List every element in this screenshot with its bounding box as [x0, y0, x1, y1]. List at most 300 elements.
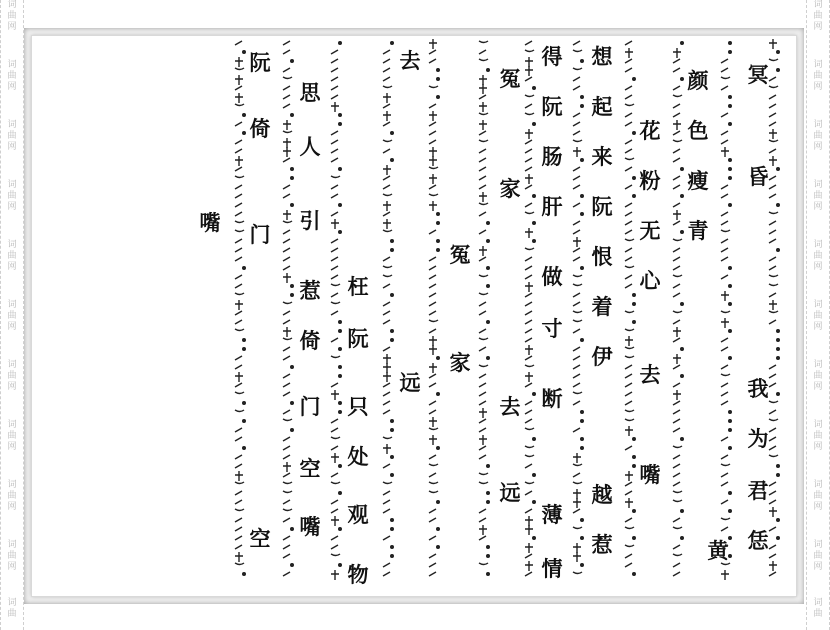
watermark-char: 网: [813, 22, 823, 32]
watermark-char: 曲: [7, 371, 17, 381]
notation-mark: [331, 570, 339, 580]
notation-dot: [532, 194, 536, 198]
notation-stroke: [429, 131, 436, 135]
lyric-char: 为: [747, 426, 769, 451]
watermark-char: 曲: [813, 11, 823, 21]
notation-stroke: [769, 230, 776, 234]
notation-curve: [525, 113, 534, 115]
lyric-char: 去: [399, 48, 421, 73]
notation-curve: [769, 284, 778, 286]
notation-dot: [728, 203, 732, 207]
notation-dot: [436, 221, 440, 225]
notation-stroke: [625, 185, 632, 189]
notation-stroke: [721, 437, 728, 441]
notation-dot: [338, 347, 342, 351]
notation-stroke: [721, 140, 728, 144]
notation-curve: [283, 302, 292, 304]
notation-mark: [429, 345, 437, 355]
notation-stroke: [625, 230, 632, 234]
notation-dot: [632, 455, 636, 459]
notation-stroke: [429, 185, 436, 189]
notation-stroke: [769, 149, 776, 153]
notation-stroke: [525, 311, 532, 315]
lyric-char: 断: [541, 386, 563, 411]
notation-curve: [331, 176, 340, 178]
notation-mark: [283, 327, 291, 337]
notation-stroke: [383, 572, 390, 576]
watermark-char: 网: [7, 22, 17, 32]
notation-stroke: [283, 347, 290, 351]
notation-stroke: [235, 356, 242, 360]
notation-curve: [769, 455, 778, 457]
notation-curve: [625, 527, 634, 529]
notation-stroke: [673, 320, 680, 324]
notation-strip: [477, 35, 491, 583]
notation-curve: [525, 482, 534, 484]
notation-curve: [525, 446, 534, 448]
watermark-char: 网: [7, 142, 17, 152]
notation-mark: [573, 237, 581, 247]
watermark-char: 词: [7, 0, 17, 10]
notation-stroke: [331, 257, 338, 261]
watermark-char: 网: [813, 502, 823, 512]
notation-stroke: [525, 158, 532, 162]
notation-mark: [235, 372, 243, 382]
notation-curve: [283, 491, 292, 493]
notation-dot: [580, 446, 584, 450]
lyric-char: 冤: [449, 242, 471, 267]
watermark-char: 词: [7, 360, 17, 370]
watermark-char: 曲: [7, 71, 17, 81]
notation-dot: [242, 572, 246, 576]
lyric-char: 门: [299, 394, 321, 419]
lyric-char: 思: [299, 80, 321, 105]
notation-mark: [573, 453, 581, 463]
notation-dot: [580, 563, 584, 567]
notation-mark: [479, 525, 487, 535]
notation-stroke: [769, 572, 776, 576]
notation-dot: [632, 509, 636, 513]
lyric-char: 引: [299, 208, 321, 233]
watermark-group: [809, 60, 827, 93]
notation-stroke: [673, 293, 680, 297]
notation-stroke: [721, 347, 728, 351]
notation-stroke: [283, 158, 290, 162]
notation-curve: [525, 455, 534, 457]
notation-stroke: [573, 248, 580, 252]
notation-stroke: [331, 68, 338, 72]
notation-curve: [673, 140, 682, 142]
notation-dot: [728, 266, 732, 270]
notation-dot: [390, 419, 394, 423]
notation-stroke: [673, 248, 680, 252]
notation-dot: [290, 527, 294, 531]
notation-dot: [390, 131, 394, 135]
notation-dot: [338, 410, 342, 414]
notation-stroke: [769, 221, 776, 225]
watermark-char: 网: [7, 202, 17, 212]
notation-stroke: [573, 383, 580, 387]
notation-stroke: [283, 185, 290, 189]
notation-curve: [769, 86, 778, 88]
notation-mark: [331, 516, 339, 526]
lyric-char: 倚: [299, 328, 321, 353]
notation-dot: [580, 410, 584, 414]
notation-stroke: [525, 401, 532, 405]
notation-mark: [479, 408, 487, 418]
notation-stroke: [673, 428, 680, 432]
notation-stroke: [625, 221, 632, 225]
notation-stroke: [235, 122, 242, 126]
notation-mark: [769, 129, 777, 139]
watermark-char: 网: [7, 262, 17, 272]
notation-stroke: [769, 527, 776, 531]
notation-stroke: [283, 311, 290, 315]
notation-stroke: [283, 104, 290, 108]
notation-dot: [242, 419, 246, 423]
notation-stroke: [479, 347, 486, 351]
notation-stroke: [479, 374, 486, 378]
notation-stroke: [479, 230, 486, 234]
notation-stroke: [383, 311, 390, 315]
notation-dot: [532, 437, 536, 441]
notation-dot: [290, 284, 294, 288]
notation-dot: [390, 527, 394, 531]
notation-curve: [235, 230, 244, 232]
notation-stroke: [429, 311, 436, 315]
notation-mark: [769, 507, 777, 517]
notation-stroke: [383, 50, 390, 54]
notation-mark: [383, 444, 391, 454]
watermark-char: 词: [813, 360, 823, 370]
notation-stroke: [383, 392, 390, 396]
notation-stroke: [429, 104, 436, 108]
notation-mark: [673, 48, 681, 58]
notation-stroke: [235, 203, 242, 207]
notation-dot: [632, 176, 636, 180]
notation-stroke: [383, 77, 390, 81]
notation-stroke: [479, 509, 486, 513]
notation-dot: [436, 95, 440, 99]
notation-strip: [571, 35, 585, 583]
notation-stroke: [625, 554, 632, 558]
notation-curve: [479, 473, 488, 475]
notation-stroke: [429, 401, 436, 405]
notation-curve: [625, 545, 634, 547]
notation-stroke: [331, 86, 338, 90]
notation-curve: [383, 140, 392, 142]
notation-mark: [525, 543, 533, 553]
notation-stroke: [429, 122, 436, 126]
notation-stroke: [479, 428, 486, 432]
notation-mark: [479, 84, 487, 94]
notation-stroke: [769, 257, 776, 261]
notation-dot: [338, 401, 342, 405]
notation-stroke: [625, 563, 632, 567]
notation-stroke: [573, 113, 580, 117]
notation-stroke: [769, 365, 776, 369]
notation-stroke: [479, 50, 486, 54]
lyric-column: [707, 43, 789, 593]
lyric-char: 枉: [347, 274, 369, 299]
notation-stroke: [573, 221, 580, 225]
notation-stroke: [383, 347, 390, 351]
notation-dot: [632, 437, 636, 441]
notation-dot: [680, 77, 684, 81]
notation-dot: [632, 293, 636, 297]
lyric-char: 黄: [707, 538, 729, 563]
notation-dot: [436, 392, 440, 396]
notation-stroke: [331, 248, 338, 252]
notation-stroke: [429, 50, 436, 54]
notation-stroke: [525, 203, 532, 207]
notation-curve: [721, 77, 730, 79]
notation-stroke: [429, 572, 436, 576]
notation-stroke: [721, 482, 728, 486]
notation-dot: [290, 563, 294, 567]
notation-stroke: [331, 131, 338, 135]
notation-strip: [427, 35, 441, 583]
notation-stroke: [573, 329, 580, 333]
notation-stroke: [383, 212, 390, 216]
notation-dot: [532, 473, 536, 477]
notation-curve: [283, 419, 292, 421]
notation-mark: [673, 354, 681, 364]
notation-stroke: [235, 275, 242, 279]
notation-dot: [728, 122, 732, 126]
notation-dot: [532, 392, 536, 396]
watermark-char: 词: [7, 540, 17, 550]
notation-dot: [728, 356, 732, 360]
watermark-char: 曲: [7, 431, 17, 441]
notation-dot: [486, 284, 490, 288]
notation-dot: [532, 500, 536, 504]
watermark-group: [3, 598, 21, 620]
notation-stroke: [235, 437, 242, 441]
lyric-char: 家: [449, 350, 471, 375]
notation-stroke: [235, 284, 242, 288]
notation-stroke: [673, 86, 680, 90]
notation-stroke: [331, 212, 338, 216]
notation-stroke: [573, 365, 580, 369]
notation-dot: [680, 437, 684, 441]
lyric-char: 越: [591, 482, 613, 507]
notation-dot: [242, 401, 246, 405]
watermark-char: 词: [7, 120, 17, 130]
notation-mark: [383, 363, 391, 373]
notation-mark: [235, 471, 243, 481]
notation-stroke: [235, 257, 242, 261]
watermark-group: [3, 120, 21, 153]
lyric-char: 处: [347, 444, 369, 469]
notation-dot: [580, 518, 584, 522]
notation-stroke: [283, 50, 290, 54]
notation-stroke: [429, 374, 436, 378]
watermark-char: 曲: [7, 251, 17, 261]
notation-stroke: [673, 158, 680, 162]
notation-curve: [283, 482, 292, 484]
notation-stroke: [235, 500, 242, 504]
notation-dot: [580, 158, 584, 162]
notation-mark: [235, 93, 243, 103]
notation-curve: [235, 329, 244, 331]
notation-stroke: [383, 257, 390, 261]
notation-stroke: [525, 77, 532, 81]
notation-curve: [769, 140, 778, 142]
notation-strip: [329, 35, 343, 583]
notation-stroke: [769, 482, 776, 486]
notation-stroke: [769, 500, 776, 504]
notation-stroke: [331, 95, 338, 99]
notation-dot: [728, 41, 732, 45]
notation-dot: [680, 347, 684, 351]
notation-stroke: [673, 518, 680, 522]
watermark-group: [3, 540, 21, 573]
notation-stroke: [235, 140, 242, 144]
notation-curve: [479, 275, 488, 277]
notation-dot: [728, 428, 732, 432]
notation-stroke: [673, 104, 680, 108]
watermark-char: 词: [7, 598, 17, 608]
notation-stroke: [525, 275, 532, 279]
watermark-char: 曲: [7, 609, 17, 619]
notation-dot: [486, 239, 490, 243]
notation-dot: [776, 338, 780, 342]
notation-stroke: [479, 149, 486, 153]
lyric-char: 色: [687, 118, 709, 143]
notation-strip: [767, 35, 781, 583]
notation-stroke: [235, 527, 242, 531]
notation-stroke: [331, 158, 338, 162]
watermark-char: 曲: [813, 609, 823, 619]
notation-curve: [573, 527, 582, 529]
lyric-char: 阮: [541, 94, 563, 119]
notation-stroke: [331, 50, 338, 54]
notation-dot: [486, 545, 490, 549]
notation-dot: [242, 113, 246, 117]
notation-dot: [728, 509, 732, 513]
watermark-group: [3, 420, 21, 453]
notation-curve: [383, 275, 392, 277]
notation-mark: [429, 363, 437, 373]
notation-curve: [429, 428, 438, 430]
notation-dot: [776, 473, 780, 477]
notation-curve: [625, 356, 634, 358]
watermark-char: 词: [813, 598, 823, 608]
notation-curve: [721, 464, 730, 466]
notation-curve: [625, 329, 634, 331]
lyric-char: 去: [639, 362, 661, 387]
watermark-char: 曲: [7, 11, 17, 21]
watermark-char: 词: [813, 0, 823, 10]
notation-curve: [673, 275, 682, 277]
lyric-char: 惹: [591, 532, 613, 557]
notation-stroke: [769, 410, 776, 414]
notation-dot: [436, 239, 440, 243]
notation-stroke: [479, 446, 486, 450]
notation-curve: [429, 320, 438, 322]
notation-mark: [769, 156, 777, 166]
watermark-char: 网: [813, 202, 823, 212]
notation-curve: [235, 482, 244, 484]
notation-dot: [338, 320, 342, 324]
notation-dot: [486, 491, 490, 495]
watermark-char: 网: [7, 502, 17, 512]
notation-mark: [625, 471, 633, 481]
notation-stroke: [721, 500, 728, 504]
notation-dot: [290, 293, 294, 297]
notation-stroke: [673, 176, 680, 180]
notation-stroke: [331, 383, 338, 387]
notation-mark: [573, 147, 581, 157]
watermark-group: [809, 180, 827, 213]
notation-stroke: [479, 536, 486, 540]
notation-dot: [776, 68, 780, 72]
watermark-char: 网: [813, 142, 823, 152]
watermark-group: [809, 420, 827, 453]
lyric-char: 恁: [747, 528, 769, 553]
notation-mark: [525, 345, 533, 355]
notation-mark: [479, 246, 487, 256]
notation-dot: [338, 491, 342, 495]
watermark-group: [809, 540, 827, 573]
notation-curve: [283, 509, 292, 511]
notation-mark: [235, 156, 243, 166]
notation-mark: [625, 48, 633, 58]
watermark-char: 网: [7, 562, 17, 572]
notation-stroke: [769, 293, 776, 297]
notation-strip: [381, 35, 395, 583]
notation-curve: [331, 437, 340, 439]
notation-stroke: [769, 383, 776, 387]
notation-dot: [436, 212, 440, 216]
notation-stroke: [383, 383, 390, 387]
notation-dot: [728, 50, 732, 54]
notation-mark: [525, 372, 533, 382]
notation-stroke: [721, 113, 728, 117]
watermark-strip-left: [0, 0, 24, 630]
notation-stroke: [625, 68, 632, 72]
notation-curve: [769, 212, 778, 214]
notation-mark: [625, 426, 633, 436]
notation-dot: [338, 464, 342, 468]
watermark-char: 曲: [813, 551, 823, 561]
notation-strip: [233, 35, 247, 583]
notation-mark: [525, 129, 533, 139]
notation-stroke: [573, 257, 580, 261]
notation-curve: [383, 266, 392, 268]
notation-stroke: [673, 473, 680, 477]
notation-curve: [429, 482, 438, 484]
notation-dot: [390, 293, 394, 297]
notation-dot: [632, 131, 636, 135]
notation-stroke: [235, 383, 242, 387]
notation-stroke: [429, 329, 436, 333]
notation-stroke: [721, 392, 728, 396]
notation-stroke: [769, 545, 776, 549]
notation-stroke: [721, 212, 728, 216]
notation-mark: [283, 147, 291, 157]
notation-mark: [479, 102, 487, 112]
notation-stroke: [769, 122, 776, 126]
notation-dot: [680, 536, 684, 540]
notation-mark: [525, 282, 533, 292]
notation-stroke: [525, 572, 532, 576]
notation-mark: [383, 219, 391, 229]
notation-dot: [290, 176, 294, 180]
watermark-char: 曲: [813, 251, 823, 261]
notation-stroke: [235, 455, 242, 459]
